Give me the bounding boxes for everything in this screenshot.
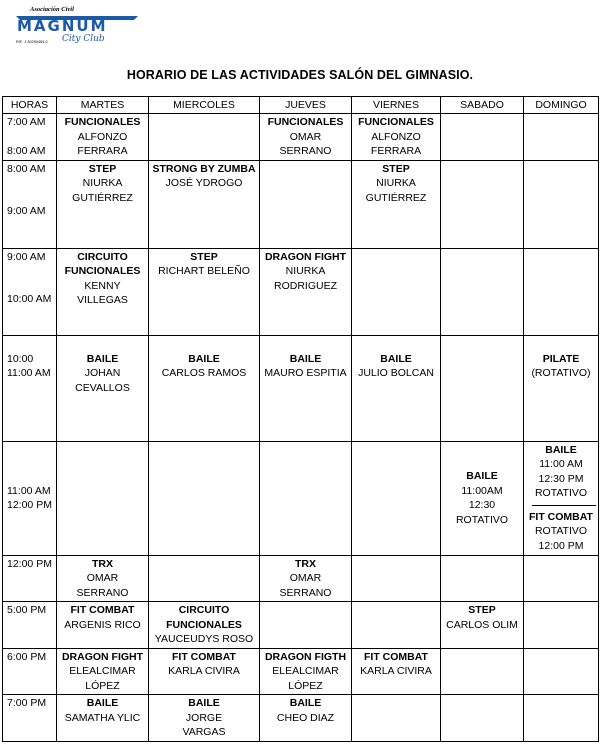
activity-detail: CARLOS OLIM xyxy=(446,618,518,631)
activity-detail: OMAR xyxy=(289,572,322,584)
hour-cell xyxy=(3,114,57,161)
activity-cell xyxy=(352,114,441,161)
activity-name: FIT COMBAT xyxy=(70,604,135,616)
logo-city-club-text: City Club xyxy=(62,34,105,44)
activity-cell xyxy=(441,695,524,742)
logo-rif-text: RIF: J-30290459-0 xyxy=(16,40,48,44)
hour-cell xyxy=(3,648,57,695)
hour-label: 10:00 AM xyxy=(7,293,52,305)
activity-name: DRAGON FIGHT xyxy=(61,650,144,663)
schedule-row xyxy=(3,248,599,335)
activity-cell xyxy=(441,555,524,602)
activity-name: FIT COMBAT xyxy=(172,650,236,663)
activity-cell xyxy=(149,335,260,441)
activity-cell xyxy=(352,160,441,248)
activity-detail: GUTIÉRREZ xyxy=(72,191,133,204)
activity-detail: JULIO BOLCAN xyxy=(358,367,434,379)
activity-cell xyxy=(149,160,260,248)
activity-name: BAILE xyxy=(545,443,577,456)
hour-label: 10:00 xyxy=(7,352,34,365)
hour-label: 8:00 AM xyxy=(7,162,46,175)
activity-detail: 11:00AM xyxy=(461,484,503,497)
activity-name: FUNCIONALES xyxy=(358,116,434,128)
hour-cell xyxy=(3,602,57,649)
activity-detail: GUTIÉRREZ xyxy=(365,191,427,204)
hour-cell xyxy=(3,248,57,335)
activity-detail: JOSÉ YDROGO xyxy=(165,177,243,189)
activity-name: CIRCUITO FUNCIONALES xyxy=(64,250,141,277)
hour-cell xyxy=(3,160,57,248)
activity-cell xyxy=(149,695,260,742)
activity-cell xyxy=(149,602,260,649)
activity-detail: ARGENIS RICO xyxy=(64,618,141,631)
hour-cell xyxy=(3,555,57,602)
activity-detail: LÓPEZ xyxy=(288,679,323,692)
hour-label: 11:00 AM xyxy=(7,367,51,379)
activity-cell xyxy=(441,602,524,649)
activity-detail: (ROTATIVO) xyxy=(531,367,591,379)
activity-detail: CARLOS RAMOS xyxy=(161,367,247,379)
activity-detail: SAMATHA YLIC xyxy=(64,711,141,724)
schedule-row xyxy=(3,114,599,161)
activity-detail: NIURKA xyxy=(285,265,326,277)
activity-cell xyxy=(352,335,441,441)
schedule-row xyxy=(3,648,599,695)
schedule-table xyxy=(2,96,599,742)
hour-label: 7:00 PM xyxy=(7,697,47,709)
club-logo xyxy=(14,4,140,46)
activity-cell xyxy=(260,114,352,161)
activity-detail: ROTATIVO xyxy=(534,525,588,537)
activity-cell xyxy=(524,695,599,742)
hour-cell xyxy=(3,335,57,441)
activity-cell xyxy=(524,335,599,441)
hour-label: 9:00 AM xyxy=(7,205,46,217)
activity-cell xyxy=(524,555,599,602)
activity-cell xyxy=(57,114,149,161)
hour-label: 12:00 PM xyxy=(7,557,52,570)
activity-detail: MAURO ESPITIA xyxy=(264,367,347,379)
header-horas: HORAS xyxy=(3,97,57,114)
activity-cell xyxy=(57,248,149,335)
activity-name: STEP xyxy=(88,162,117,175)
logo-assoc-text: Asociación Civil xyxy=(30,6,74,13)
activity-detail: JORGE xyxy=(185,711,223,724)
activity-detail: CEVALLOS xyxy=(75,381,130,394)
activity-cell xyxy=(57,602,149,649)
activity-cell xyxy=(260,695,352,742)
activity-cell xyxy=(441,648,524,695)
activity-detail: 12:30 PM xyxy=(538,472,584,485)
activity-detail: YAUCEUDYS ROSO xyxy=(154,633,254,645)
activity-cell xyxy=(57,695,149,742)
activity-name: CIRCUITO FUNCIONALES xyxy=(166,604,242,631)
activity-detail: OMAR xyxy=(86,572,119,584)
activity-name: STEP xyxy=(382,162,410,175)
activity-name: DRAGON FIGHT xyxy=(264,250,347,263)
activity-name: STEP xyxy=(190,250,218,263)
activity-cell xyxy=(57,160,149,248)
activity-cell xyxy=(352,648,441,695)
activity-cell xyxy=(260,648,352,695)
activity-detail: JOHAN xyxy=(84,367,121,379)
header-viernes: VIERNES xyxy=(352,97,441,114)
activity-detail: ELEALCIMAR xyxy=(272,665,339,677)
logo-brand-text: MAGNUM xyxy=(17,17,108,35)
activity-cell xyxy=(260,555,352,602)
activity-cell xyxy=(441,441,524,555)
activity-detail: 11:00 AM xyxy=(539,458,583,470)
activity-cell xyxy=(441,248,524,335)
activity-detail: 12:00 PM xyxy=(538,539,584,552)
schedule-row xyxy=(3,602,599,649)
activity-name: DRAGON FIGTH xyxy=(264,650,347,663)
hour-label: 12:00 PM xyxy=(7,499,52,511)
activity-cell xyxy=(260,602,352,649)
activity-cell xyxy=(149,648,260,695)
activity-name: TRX xyxy=(295,557,316,570)
activity-detail: ROTATIVO xyxy=(534,487,588,499)
header-domingo: DOMINGO xyxy=(524,97,599,114)
hour-label: 9:00 AM xyxy=(7,250,46,263)
activity-cell xyxy=(260,335,352,441)
activity-name: BAILE xyxy=(289,697,322,709)
activity-cell xyxy=(524,648,599,695)
activity-detail: FERRARA xyxy=(370,145,422,157)
schedule-row xyxy=(3,441,599,555)
hour-label: 7:00 AM xyxy=(7,116,46,128)
header-sabado: SABADO xyxy=(441,97,524,114)
activity-name: FIT COMBAT xyxy=(529,510,593,523)
activity-cell xyxy=(57,648,149,695)
activity-cell xyxy=(149,555,260,602)
activity-detail: SERRANO xyxy=(76,586,129,599)
schedule-row xyxy=(3,695,599,742)
header-jueves: JUEVES xyxy=(260,97,352,114)
activity-cell xyxy=(260,160,352,248)
activity-detail: FERRARA xyxy=(77,145,128,157)
schedule-title: HORARIO DE LAS ACTIVIDADES SALÓN DEL GIMNASIO. xyxy=(126,68,474,82)
activity-cell xyxy=(57,555,149,602)
schedule-row xyxy=(3,555,599,602)
schedule-row xyxy=(3,335,599,441)
activity-name: PILATE xyxy=(542,352,580,365)
activity-detail: SERRANO xyxy=(279,586,332,599)
activity-cell xyxy=(524,602,599,649)
hour-cell xyxy=(3,441,57,555)
activity-cell xyxy=(149,441,260,555)
activity-detail: ALFONZO xyxy=(77,130,128,143)
activity-detail: VILLEGAS xyxy=(77,294,128,306)
activity-detail: ALFONZO xyxy=(371,130,421,143)
activity-name: BAILE xyxy=(380,352,412,365)
activity-cell xyxy=(524,441,599,555)
activity-name: STRONG BY ZUMBA xyxy=(152,162,256,175)
activity-detail: CHEO DIAZ xyxy=(276,711,335,724)
activity-detail: NIURKA xyxy=(376,177,416,189)
schedule-row xyxy=(3,160,599,248)
activity-detail: KARLA CIVIRA xyxy=(168,665,240,677)
activity-name: BAILE xyxy=(188,697,220,709)
activity-cell xyxy=(352,602,441,649)
activity-name: STEP xyxy=(468,604,496,616)
activity-cell xyxy=(352,555,441,602)
activity-detail: KENNY xyxy=(84,279,121,292)
activity-cell xyxy=(260,248,352,335)
header-martes: MARTES xyxy=(57,97,149,114)
cell-divider xyxy=(532,505,596,506)
hour-cell xyxy=(3,695,57,742)
activity-name: BAILE xyxy=(289,352,322,365)
hour-label: 5:00 PM xyxy=(7,604,47,616)
activity-detail: OMAR xyxy=(289,130,322,143)
activity-cell xyxy=(352,695,441,742)
activity-cell xyxy=(149,114,260,161)
activity-cell xyxy=(441,160,524,248)
activity-cell xyxy=(352,441,441,555)
activity-cell xyxy=(524,114,599,161)
activity-cell xyxy=(524,160,599,248)
activity-name: BAILE xyxy=(466,470,498,482)
activity-name: BAILE xyxy=(86,697,119,709)
hour-label: 8:00 AM xyxy=(7,144,46,157)
activity-detail: 12:30 xyxy=(468,499,496,511)
hour-label: 6:00 PM xyxy=(7,650,47,663)
activity-name: FIT COMBAT xyxy=(364,650,428,663)
activity-detail: RICHART BELEÑO xyxy=(158,265,250,277)
header-row xyxy=(3,97,599,114)
activity-cell xyxy=(524,248,599,335)
activity-cell xyxy=(441,114,524,161)
activity-detail: LÓPEZ xyxy=(85,679,120,692)
activity-cell xyxy=(441,335,524,441)
activity-detail: RODRIGUEZ xyxy=(274,279,337,292)
activity-cell xyxy=(149,248,260,335)
activity-detail: SERRANO xyxy=(279,145,332,157)
activity-cell xyxy=(260,441,352,555)
activity-name: BAILE xyxy=(188,352,220,365)
hour-label: 11:00 AM xyxy=(7,484,51,497)
activity-detail: KARLA CIVIRA xyxy=(360,665,432,677)
activity-detail: NIURKA xyxy=(82,177,123,189)
activity-detail: VARGAS xyxy=(182,726,226,738)
activity-name: FUNCIONALES xyxy=(64,116,141,128)
activity-cell xyxy=(352,248,441,335)
activity-detail: ELEALCIMAR xyxy=(69,665,136,677)
activity-cell xyxy=(57,441,149,555)
activity-name: BAILE xyxy=(86,352,119,365)
activity-cell xyxy=(57,335,149,441)
activity-detail: ROTATIVO xyxy=(455,513,509,526)
header-miercoles: MIERCOLES xyxy=(149,97,260,114)
activity-name: FUNCIONALES xyxy=(267,116,344,128)
activity-name: TRX xyxy=(92,557,113,570)
